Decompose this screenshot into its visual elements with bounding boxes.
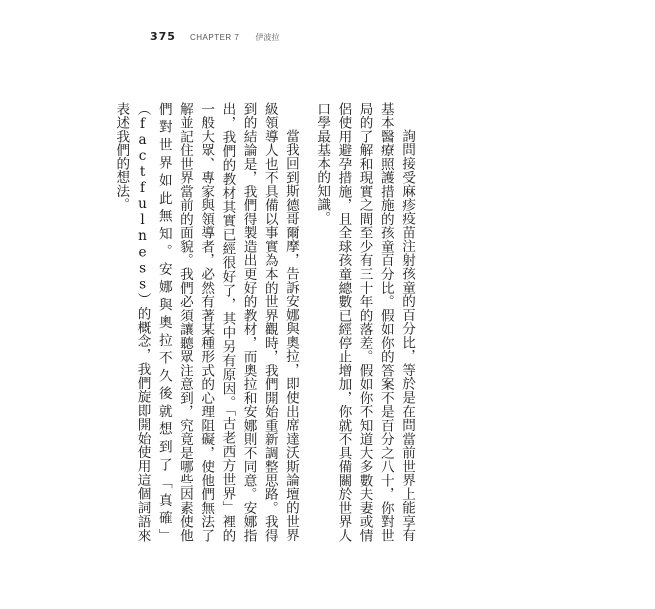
page-number: 375 — [150, 30, 176, 43]
chapter-label: CHAPTER 7 — [189, 33, 240, 42]
paragraph-1: 詢問接受麻疹疫苗注射孩童的百分比，等於是在問當前世界上能享有基本醫療照護措施的孩童百分比。假如你的答案不是百分之八十，你對世局的了解和現實之間至少有三十年的落差。假如你不知道大多數夫妻或情侶使用避孕措施，且全球孩童總數已經停止增加，你就不具備關於世界人口學最基本的知識。 — [314, 102, 415, 542]
chapter-title: 伊波拉 — [255, 33, 280, 42]
paragraph-2: 當我回到斯德哥爾摩，告訴安娜與奧拉，即使出席達沃斯論壇的世界級領導人也不具備以事實為本的世界觀時，我們開始重新調整思路。我得到的結論是，我們得製造出更好的教材，而奧拉和安娜則不同意。安娜指出，我們的教材其實已經很好了，其中另有原因。「古老西方世界」裡的一般大眾、專家與領導者，必然有著某種形式的心理阻礙，使他們無法了解並記住世界當前的面貌。我們必須讓聽眾注意到，究竟是哪些因素使他們對世界如此無知。安娜與奧拉不久後就想到了「真確」（factfulness）的概念，我們旋即開始使用這個詞語來表述我們的想法。 — [113, 102, 299, 542]
body-text — [110, 102, 417, 542]
running-header — [150, 30, 279, 44]
